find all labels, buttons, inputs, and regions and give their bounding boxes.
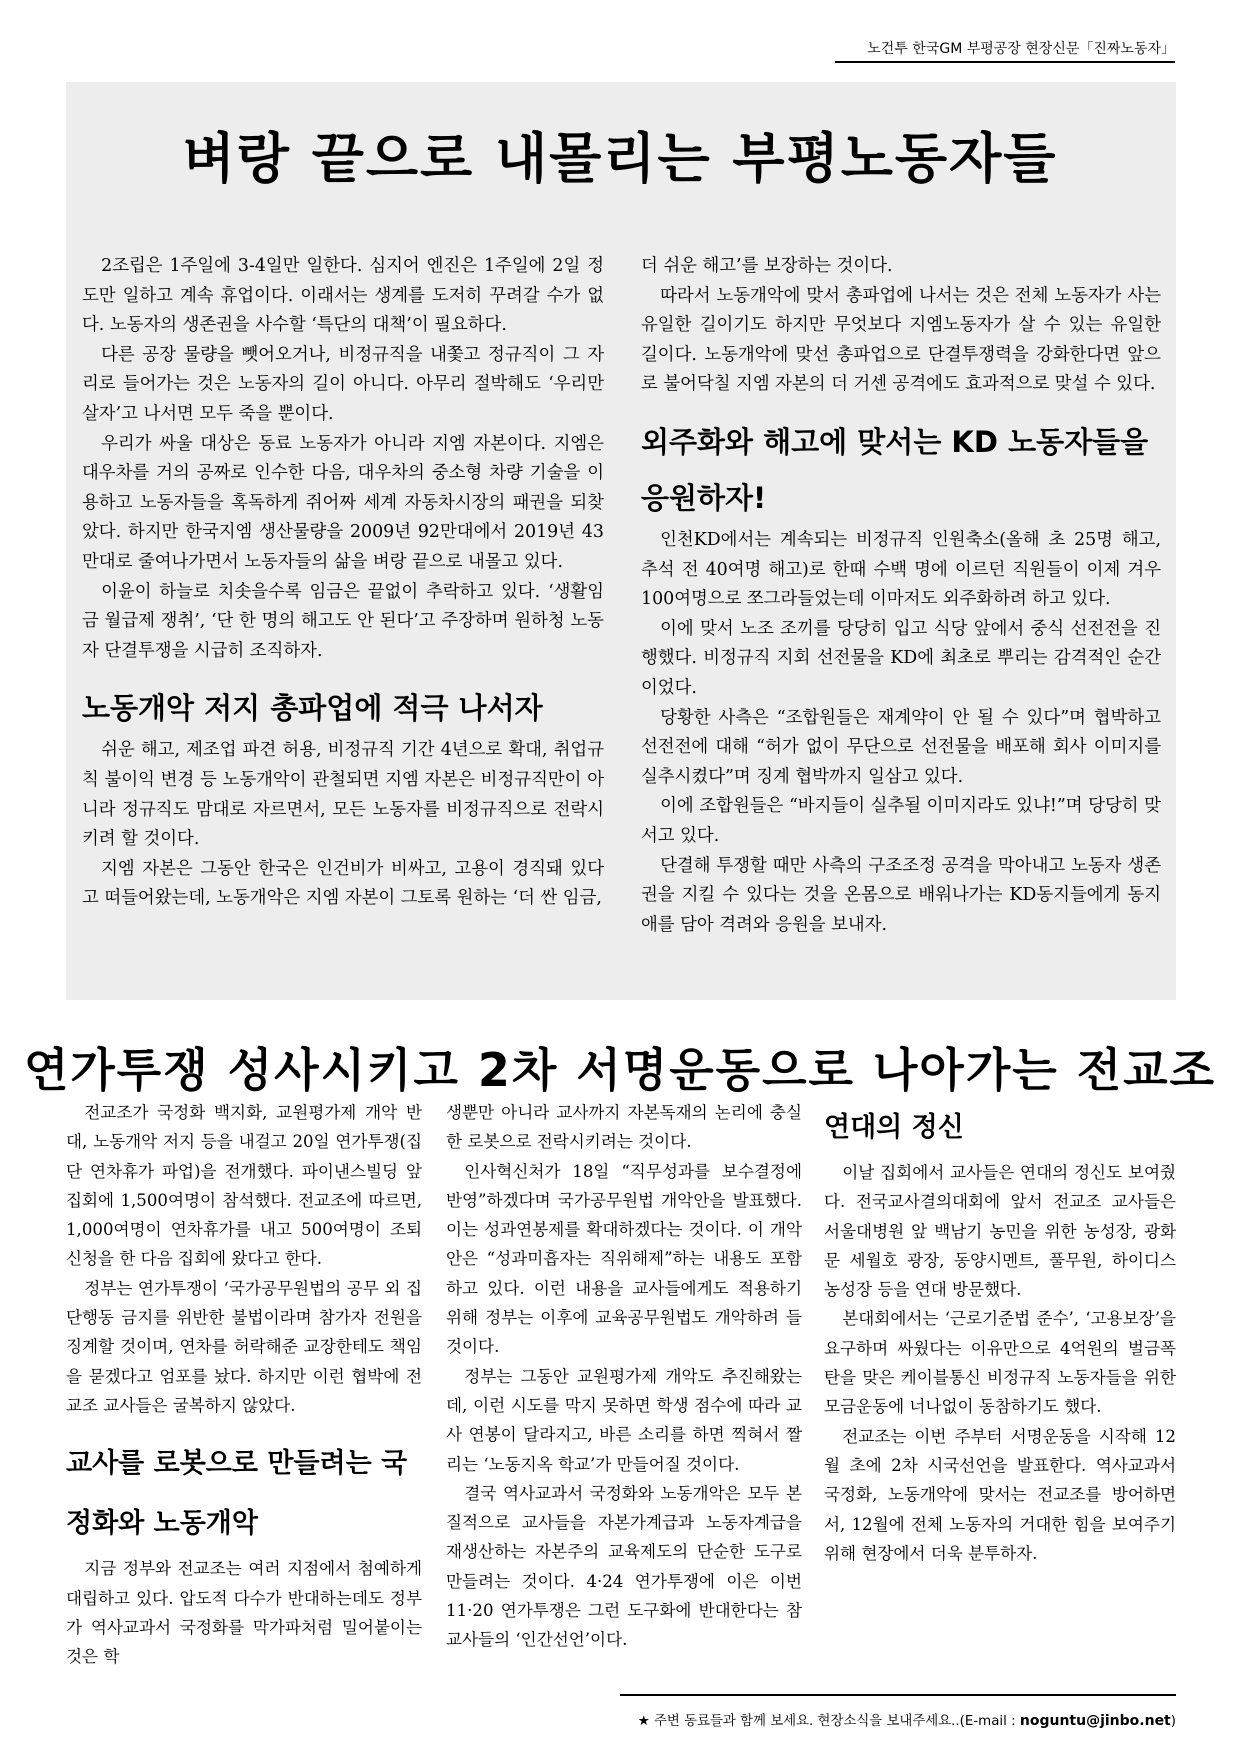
footer-text: ★ 주변 동료들과 함께 보세요. 현장소식을 보내주세요..(E-mail : [637, 1714, 1020, 1729]
paragraph: 지금 정부와 전교조는 여러 지점에서 첨예하게 대립하고 있다. 압도적 다수가 반대하는데도 정부가 역사교과서 국정화를 막가파처럼 밀어붙이는 것은 학 [66, 1559, 422, 1667]
paragraph: 전교조가 국정화 백지화, 교원평가제 개악 반대, 노동개악 저지 등을 내걸고 20일 연가투쟁(집단 연차휴가 파업)을 전개했다. 파이낸스빌딩 앞 집회에 1,500여명이 참석했다. 전교조에 따르면, 1,000여명이 연차휴가를 내고 500여명이 조퇴신청을 한 다음 집회에 왔다고 한다. [66, 1103, 422, 1269]
masthead: 노건투 한국GM 부평공장 현장신문「진짜노동자」 [835, 38, 1175, 63]
paragraph: 쉬운 해고, 제조업 파견 허용, 비정규직 기간 4년으로 확대, 취업규칙 불이익 변경 등 노동개악이 관철되면 지엠 자본은 비정규직만이 아니라 정규직도 맘대로 자르면서, 모든 노동자를 비정규직으로 전락시키려 할 것이다. [82, 740, 604, 850]
article2-subheading-1: 교사를 로봇으로 만들려는 국정화와 노동개악 [66, 1448, 408, 1540]
paragraph: 정부는 연가투쟁이 ‘국가공무원법의 공무 외 집단행동 금지를 위반한 불법이라며 참가자 전원을 징계할 것이며, 연차를 허락해준 교장한테도 책임을 묻겠다고 엄포를 놨다. 하지만 이런 협박에 전교조 교사들은 굴복하지 않았다. [66, 1278, 422, 1415]
article1-column-2 [641, 252, 1161, 940]
paragraph: 정부는 그동안 교원평가제 개악도 추진해왔는데, 이런 시도를 막지 못하면 학생 점수에 따라 교사 연봉이 달라지고, 바른 소리를 하면 찍혀서 짤리는 ‘노동지옥 학교’가 만들어질 것이다. [446, 1366, 802, 1474]
paragraph: 이윤이 하늘로 치솟을수록 임금은 끝없이 추락하고 있다. ‘생활임금 월급제 쟁취’, ‘단 한 명의 해고도 안 된다’고 주장하며 원하청 노동자 단결투쟁을 시급히 조직하자. [82, 581, 604, 661]
footer-email-link[interactable]: noguntu@jinbo.net [1019, 1713, 1171, 1729]
article1-title: 벼랑 끝으로 내몰리는 부평노동자들 [182, 127, 1058, 190]
article1-column-1 [82, 252, 604, 914]
paragraph: 당황한 사측은 “조합원들은 재계약이 안 될 수 있다”며 협박하고 선전전에 대해 “허가 없이 무단으로 선전물을 배포해 회사 이미지를 실추시켰다”며 징계 협박까지 일삼고 있다. [641, 707, 1161, 787]
paragraph: 2조립은 1주일에 3-4일만 일한다. 심지어 엔진은 1주일에 2일 정도만 일하고 계속 휴업이다. 이래서는 생계를 도저히 꾸려갈 수가 없다. 노동자의 생존권을 사수할 ‘특단의 대책’이 필요하다. [82, 256, 604, 336]
paragraph: 이에 조합원들은 “바지들이 실추될 이미지라도 있냐!”며 당당히 맞서고 있다. [641, 796, 1161, 846]
paragraph: 더 쉬운 해고’를 보장하는 것이다. [641, 256, 893, 276]
article2-column-2 [446, 1098, 802, 1655]
paragraph: 우리가 싸울 대상은 동료 노동자가 아니라 지엠 자본이다. 지엠은 대우차를 거의 공짜로 인수한 다음, 대우차의 중소형 차량 기술을 이용하고 노동자들을 혹독하게 쥐어짜 세계 자동차시장의 패권을 되찾았다. 하지만 한국지엠 생산물량을 2009년 92만대에서 2019년 43만대로 줄여나가면서 노동자들의 삶을 벼랑 끝으로 내몰고 있다. [82, 433, 604, 572]
paragraph: 인천KD에서는 계속되는 비정규직 인원축소(올해 초 25명 해고, 추석 전 40여명 해고)로 한때 수백 명에 이르던 직원들이 이제 겨우 100여명으로 쪼그라들었는데 이마저도 외주화하려 하고 있다. [641, 529, 1161, 610]
footer [620, 1694, 1176, 1729]
paragraph: 다른 공장 물량을 뺏어오거나, 비정규직을 내쫓고 정규직이 그 자리로 들어가는 것은 노동자의 길이 아니다. 아무리 절박해도 ‘우리만 살자’고 나서면 모두 죽을 뿐이다. [82, 344, 604, 424]
article2-column-1 [66, 1098, 422, 1671]
article2-subheading-2: 연대의 정신 [824, 1112, 964, 1143]
paragraph: 지엠 자본은 그동안 한국은 인건비가 비싸고, 고용이 경직돼 있다고 떠들어왔는데, 노동개악은 지엠 자본이 그토록 원하는 ‘더 싼 임금, [82, 858, 604, 909]
paragraph: 따라서 노동개악에 맞서 총파업에 나서는 것은 전체 노동자가 사는 유일한 길이기도 하지만 무엇보다 지엠노동자가 살 수 있는 유일한 길이다. 노동개악에 맞선 총파업으로 단결투쟁력을 강화한다면 앞으로 불어닥칠 지엠 자본의 더 거센 공격에도 효과적으로 맞설 수 있다. [641, 285, 1161, 395]
article2-column-3 [824, 1098, 1176, 1568]
paragraph: 결국 역사교과서 국정화와 노동개악은 모두 본질적으로 교사들을 자본가계급과 노동자계급을 재생산하는 자본주의 교육제도의 단순한 도구로 만들려는 것이다. 4·24 연가투쟁에 이은 이번 11·20 연가투쟁은 그런 도구화에 반대한다는 참교사들의 ‘인간선언’이다. [446, 1483, 802, 1650]
paragraph: 이에 맞서 노조 조끼를 당당히 입고 식당 앞에서 중식 선전전을 진행했다. 비정규직 지회 선전물을 KD에 최초로 뿌리는 감격적인 순간이었다. [641, 618, 1161, 698]
paragraph: 이날 집회에서 교사들은 연대의 정신도 보여줬다. 전국교사결의대회에 앞서 전교조 교사들은 서울대병원 앞 백남기 농민을 위한 농성장, 광화문 세월호 광장, 동양시멘트, 풀무원, 하이디스 농성장 등을 연대 방문했다. [824, 1163, 1176, 1300]
paragraph: 전교조는 이번 주부터 서명운동을 시작해 12월 초에 2차 시국선언을 발표한다. 역사교과서 국정화, 노동개악에 맞서는 전교조를 방어하면서, 12월에 전체 노동자의 거대한 힘을 보여주기 위해 현장에서 더욱 분투하자. [824, 1426, 1176, 1563]
paragraph: 단결해 투쟁할 때만 사측의 구조조정 공격을 막아내고 노동자 생존권을 지킬 수 있다는 것을 온몸으로 배워나가는 KD동지들에게 동지애를 담아 격려와 응원을 보내자. [641, 855, 1161, 935]
paragraph: 인사혁신처가 18일 “직무성과를 보수결정에 반영”하겠다며 국가공무원법 개악안을 발표했다. 이는 성과연봉제를 확대하겠다는 것이다. 이 개악안은 “성과미흡자는 직위해제”하는 내용도 포함하고 있다. 이런 내용을 교사들에게도 적용하기 위해 정부는 이후에 교육공무원법도 개악하려 들 것이다. [446, 1161, 802, 1357]
paragraph: 생뿐만 아니라 교사까지 자본독재의 논리에 충실한 로봇으로 전락시키려는 것이다. [446, 1103, 802, 1152]
footer-close: ) [1170, 1714, 1176, 1729]
article1-subheading-1: 노동개악 저지 총파업에 적극 나서자 [82, 691, 543, 726]
article1-subheading-2: 외주화와 해고에 맞서는 KD 노동자들을 응원하자! [641, 424, 1149, 515]
paragraph: 본대회에서는 ‘근로기준법 준수’, ‘고용보장’을 요구하며 싸웠다는 이유만으로 4억원의 벌금폭탄을 맞은 케이블통신 비정규직 노동자들을 위한 모금운동에 너나없이 동참하기도 했다. [824, 1309, 1176, 1417]
article2-title: 연가투쟁 성사시키고 2차 서명운동으로 나아가는 전교조 [23, 1043, 1217, 1097]
